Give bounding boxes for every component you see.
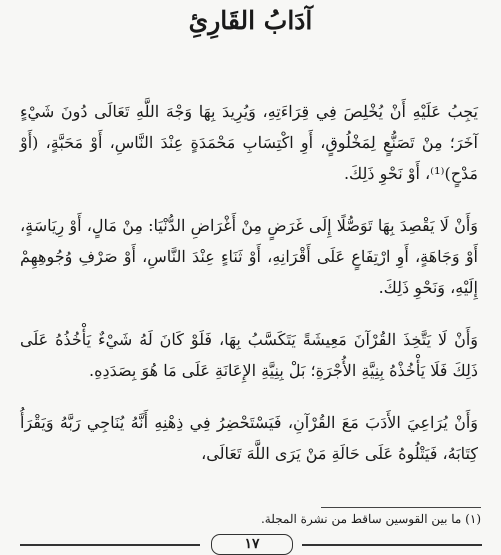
page-number: ١٧ xyxy=(211,534,293,555)
footnote-divider xyxy=(321,507,481,508)
footnote: (١) ما بين القوسين ساقط من نشرة المجلة. xyxy=(260,512,481,526)
paragraph-livelihood: وَأَنْ لَا يَتَّخِذَ القُرْآنَ مَعِيشَةً يَتَكَسَّبُ بِهَا، فَلَوْ كَانَ لَهُ شَيْءٌ يَأْخُذُهُ عَلَى ذَلِكَ فَلَا يَأْخُذْهُ بِنِيَّةِ الأُجْرَةِ؛ بَلْ بِنِيَّةِ الإِعَانَةِ عَلَى مَا هُوَ بِصَدَدِهِ. xyxy=(20,330,478,380)
footer-line-left xyxy=(20,544,200,546)
paragraph-etiquette: وَأَنْ يُرَاعِيَ الأَدَبَ مَعَ القُرْآنِ، فَيَسْتَحْضِرُ فِي ذِهْنِهِ أَنَّهُ يُنَاجِي رَبَّهُ وَيَقْرَأُ كِتَابَهُ، فَيَتْلُوهُ عَلَى حَالَةِ مَنْ يَرَى اللَّهَ تَعَالَى، xyxy=(20,413,478,463)
page-title: آدَابُ القَارِئِ xyxy=(188,6,313,35)
paragraph-worldly-aims: وَأَنْ لَا يَقْصِدَ بِهَا تَوَصُّلًا إِلَى غَرَضٍ مِنْ أَغْرَاضِ الدُّنْيَا: مِنْ مَالٍ، أَوْ رِيَاسَةٍ، أَوْ وَجَاهَةٍ، أَوِ ارْتِفَاعٍ عَلَى أَقْرَانِهِ، أَوْ ثَنَاءٍ عِنْدَ النَّاسِ، أَوْ صَرْفِ وُجُوهِهِمْ إِلَيْهِ، وَنَحْوِ ذَلِكَ. xyxy=(20,216,478,297)
footer-line-right xyxy=(302,544,482,546)
body-text xyxy=(20,96,478,490)
paragraph-sincerity: يَجِبُ عَلَيْهِ أَنْ يُخْلِصَ فِي قِرَاءَتِهِ، وَيُرِيدَ بِهَا وَجْهَ اللَّهِ تَعَالَى دُونَ شَيْءٍ آخَرَ؛ مِنْ تَصَنُّعٍ لِمَخْلُوقٍ، أَوِ اكْتِسَابِ مَحْمَدَةٍ عِنْدَ النَّاسِ، أَوْ مَحَبَّةٍ، (أَوْ مَدْحٍ)⁽¹⁾، أَوْ نَحْوِ ذَلِكَ. xyxy=(20,102,478,183)
page-footer xyxy=(20,534,482,553)
